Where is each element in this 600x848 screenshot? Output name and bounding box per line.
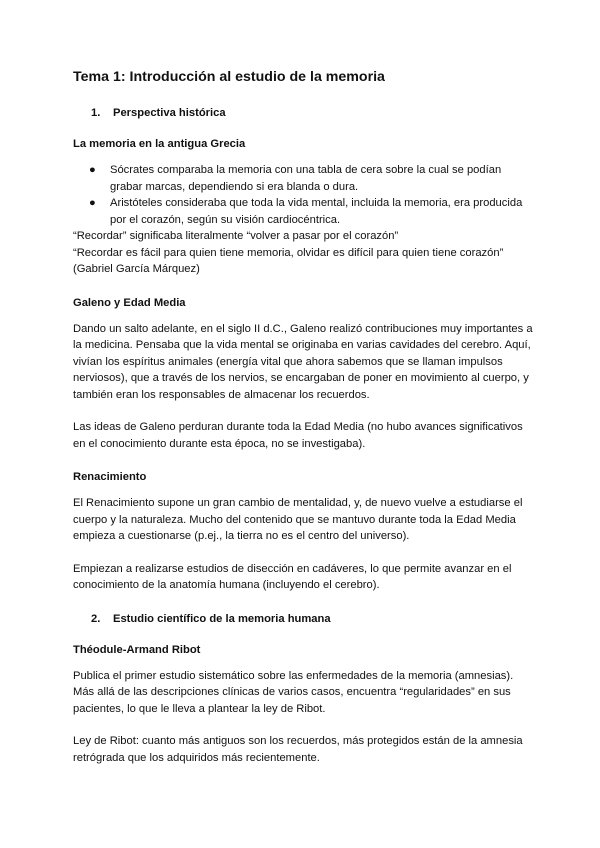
bullet-icon: ●	[89, 164, 96, 176]
paragraph: Dando un salto adelante, en el siglo II d.C., Galeno realizó contribuciones muy importantes a la medicina. Pensaba que la vida mental se originaba en varias cavidades del cerebro. Aquí, vivían los espíritus animales (energía vital que ahora sabemos que se llaman impulsos nerviosos), que a través de los nervios, se encargaban de poner en movimiento al cuerpo, y también eran los responsables de almacenar los recuerdos.	[73, 322, 533, 401]
paragraph: El Renacimiento supone un gran cambio de mentalidad, y, de nuevo vuelve a estudiarse el cuerpo y la naturaleza. Mucho del contenido que se mantuvo durante toda la Edad Media empieza a cuestionarse (p.ej., la tierra no es el centro del universo).	[73, 497, 523, 542]
list-item-text: Aristóteles consideraba que toda la vida mental, incluida la memoria, era producida por el corazón, según su visión cardiocéntrica.	[110, 197, 523, 226]
section-heading-text: Perspectiva histórica	[113, 107, 226, 119]
paragraph: Publica el primer estudio sistemático sobre las enfermedades de la memoria (amnesias). Más allá de las descripciones clínicas de varios casos, encuentra “regularidades” en sus pacientes, lo que le lleva a plantear la ley de Ribot.	[73, 669, 514, 715]
list-item-text: Sócrates comparaba la memoria con una tabla de cera sobre la cual se podían grabar marcas, dependiendo si era blanda o dura.	[110, 164, 502, 193]
subheading-renacimiento: Renacimiento	[73, 471, 147, 483]
paragraph: Las ideas de Galeno perduran durante toda la Edad Media (no hubo avances significativos en el conocimiento durante esta época, no se investigaba).	[73, 421, 523, 450]
document-title: Tema 1: Introducción al estudio de la memoria	[73, 69, 385, 85]
paragraph: Ley de Ribot: cuanto más antiguos son los recuerdos, más protegidos están de la amnesia retrógrada que los adquiridos más recientemente.	[73, 735, 523, 764]
section-heading-1	[73, 104, 533, 122]
subheading-galeno: Galeno y Edad Media	[73, 296, 186, 309]
section-heading-text: Estudio científico de la memoria humana	[113, 612, 331, 625]
list-item	[73, 195, 533, 228]
section-heading-2	[73, 610, 533, 628]
subheading-grecia: La memoria en la antigua Grecia	[73, 138, 246, 150]
list-item	[73, 162, 533, 195]
bullet-icon: ●	[89, 197, 96, 209]
paragraph: “Recordar es fácil para quien tiene memoria, olvidar es difícil para quien tiene corazón” (Gabriel García Márquez)	[73, 246, 504, 275]
paragraph: “Recordar” significaba literalmente “volver a pasar por el corazón”	[73, 230, 399, 242]
document-content	[73, 66, 533, 782]
section-number: 2.	[91, 612, 101, 625]
bullet-list	[73, 162, 533, 228]
section-number: 1.	[91, 107, 101, 119]
subheading-ribot: Théodule-Armand Ribot	[73, 643, 201, 656]
paragraph: Empiezan a realizarse estudios de disección en cadáveres, lo que permite avanzar en el conocimiento de la anatomía humana (incluyendo el cerebro).	[73, 562, 512, 591]
